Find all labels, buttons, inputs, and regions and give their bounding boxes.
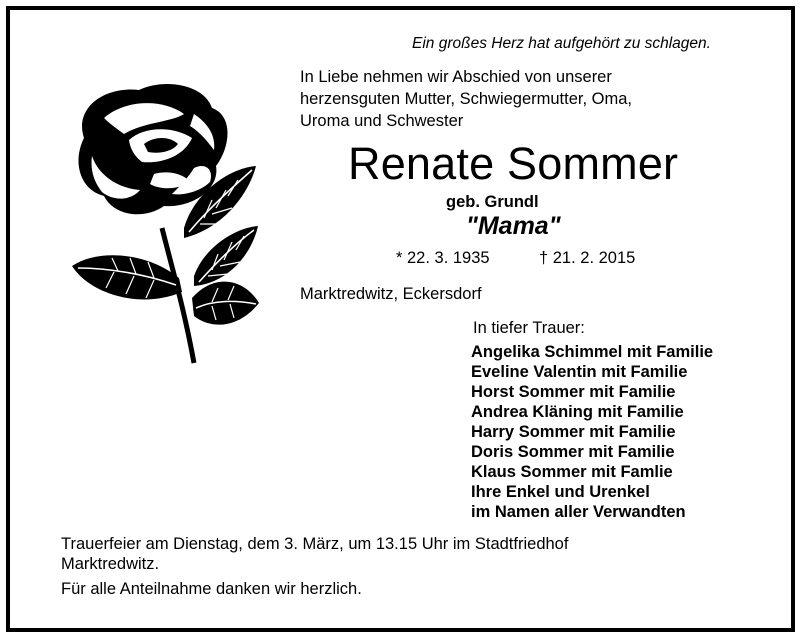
mourner-item: Angelika Schimmel mit Familie: [471, 343, 714, 361]
death-date: † 21. 2. 2015: [539, 249, 636, 267]
motto: Ein großes Herz hat aufgehört zu schlagen.: [412, 35, 711, 52]
mourning-label: In tiefer Trauer:: [473, 319, 585, 337]
mourner-item: Horst Sommer mit Familie: [471, 383, 676, 401]
intro-line: herzensguten Mutter, Schwiegermutter, Oma,: [300, 90, 632, 108]
service-line: Trauerfeier am Dienstag, dem 3. März, um 13.15 Uhr im Stadtfriedhof: [61, 535, 569, 553]
mourner-item: Andrea Kläning mit Familie: [471, 403, 684, 421]
nickname: "Mama": [466, 212, 561, 240]
intro-line: Uroma und Schwester: [300, 112, 464, 130]
service-line: Marktredwitz.: [61, 555, 160, 573]
maiden-name: geb. Grundl: [446, 193, 539, 211]
mourner-item: Klaus Sommer mit Famlie: [471, 463, 673, 481]
birth-date: * 22. 3. 1935: [396, 249, 490, 267]
deceased-name: Renate Sommer: [348, 138, 679, 189]
mourner-item: Ihre Enkel und Urenkel: [471, 483, 650, 501]
mourner-item: Doris Sommer mit Familie: [471, 443, 675, 461]
rose-icon: [44, 78, 274, 368]
mourner-item: im Namen aller Verwandten: [471, 503, 686, 521]
service-info: [61, 534, 681, 574]
intro-line: In Liebe nehmen wir Abschied von unserer: [300, 68, 612, 86]
intro-text: [300, 66, 710, 132]
thanks-text: Für alle Anteilnahme danken wir herzlich.: [61, 580, 362, 598]
places: Marktredwitz, Eckersdorf: [300, 285, 482, 303]
mourner-item: Eveline Valentin mit Familie: [471, 363, 688, 381]
mourner-item: Harry Sommer mit Familie: [471, 423, 676, 441]
mourners-list: [471, 342, 713, 522]
